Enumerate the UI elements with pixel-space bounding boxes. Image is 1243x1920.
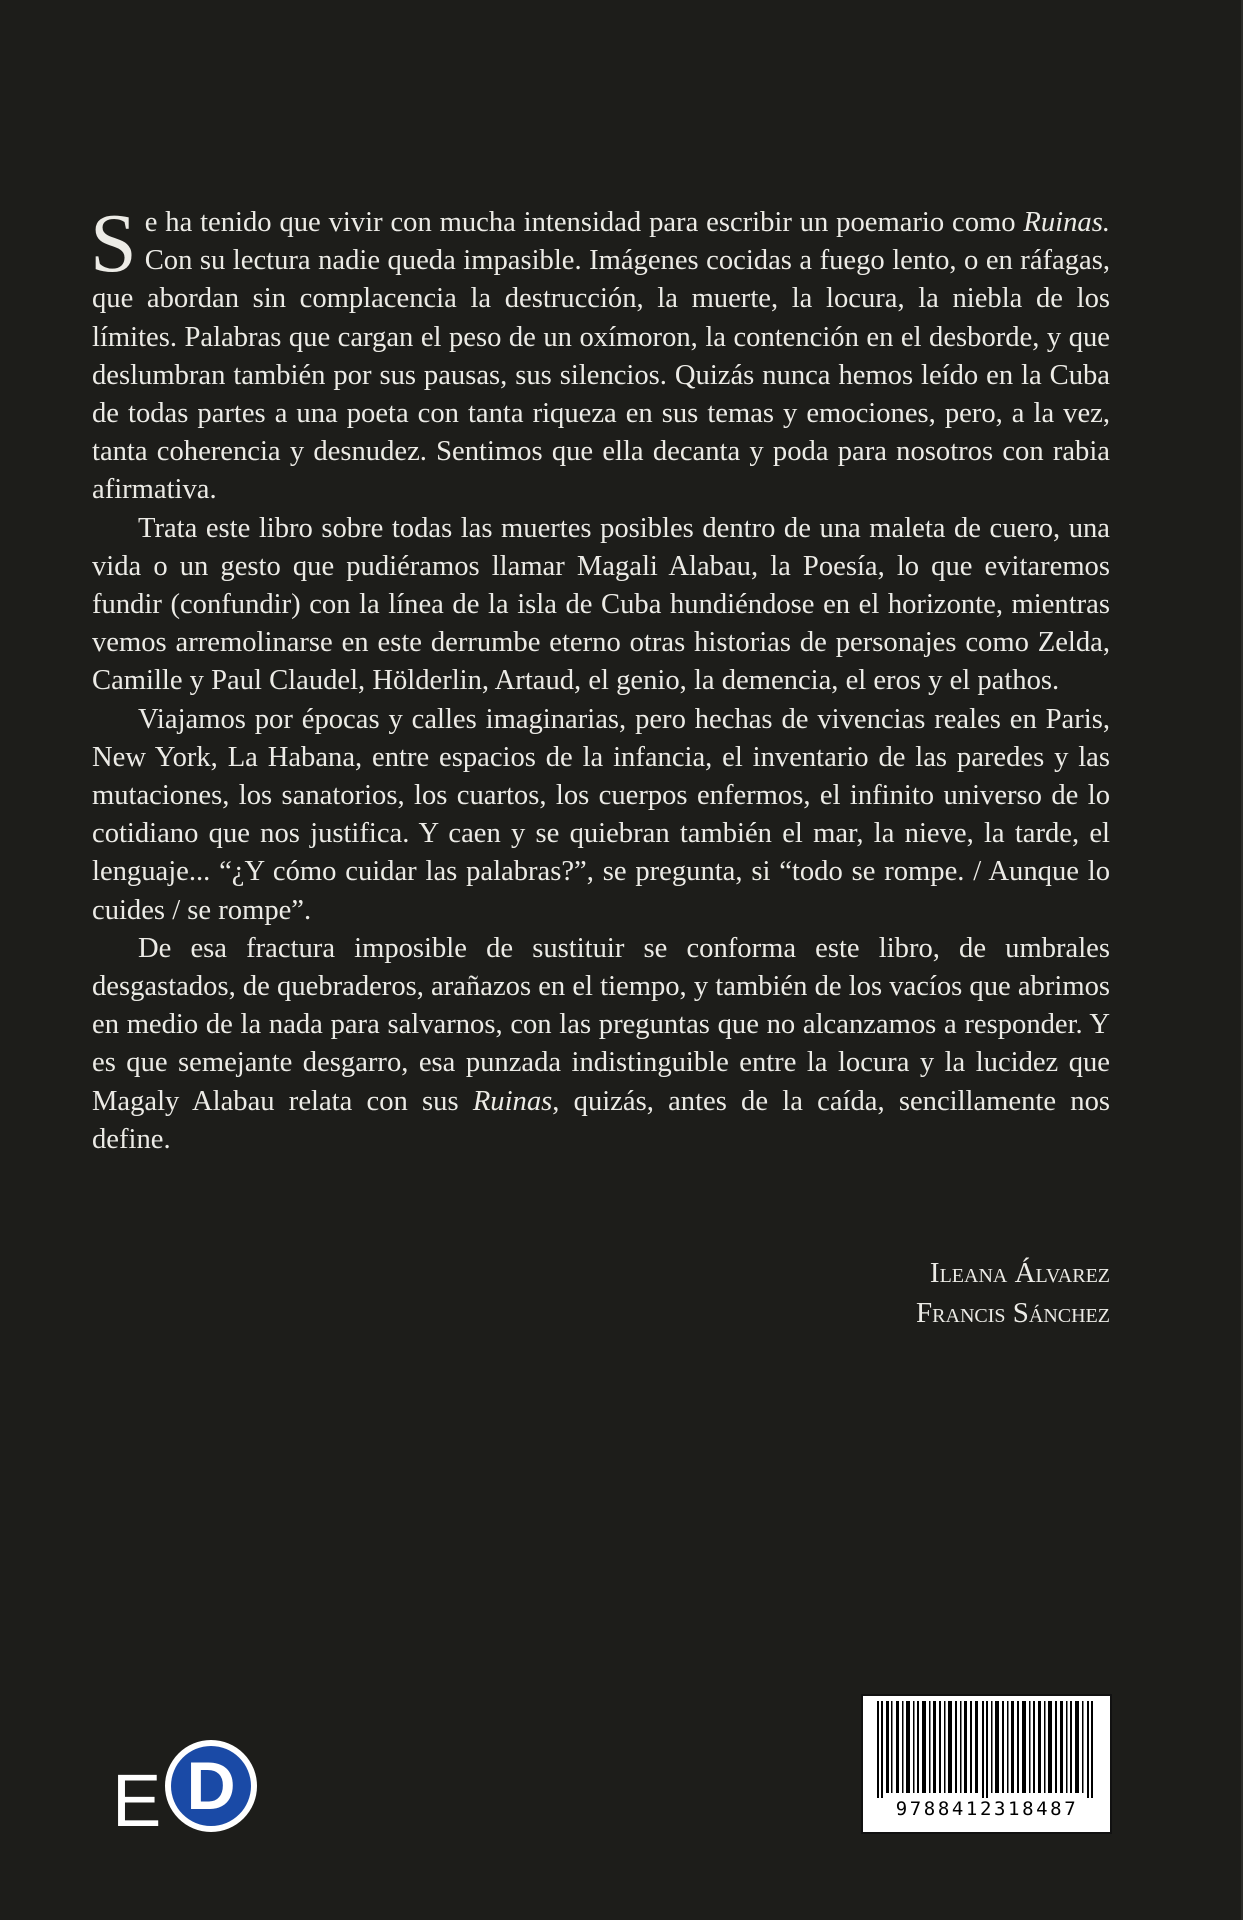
isbn-number: 9788412318487 [867,1798,1107,1820]
logo-letter-e: E [112,1759,162,1842]
publisher-logo [108,1736,258,1842]
book-title-italic: Ruinas. [1023,207,1110,238]
logo-circle-icon [165,1740,257,1832]
drop-cap: S [90,197,137,290]
paragraph-3: Viajamos por épocas y calles imaginarias, pero hechas de vivencias reales en Paris, New York, La Habana, entre espacios de la infancia, el inventario de las paredes y las mutaciones, los sanatorios, los cuartos, los cuerpos enfermos, el infinito universo de lo cotidiano que nos justifica. Y caen y se quiebran también el mar, la nieve, la tarde, el lenguaje... “¿Y cómo cuidar las palabras?”, se pregunta, si “todo se rompe. / Aunque lo cuides / se rompe”. [92,703,1110,926]
barcode-bars-icon [869,1701,1105,1801]
paragraph-2: Trata este libro sobre todas las muertes posibles dentro de una maleta de cuero, una vida o un gesto que pudiéramos llamar Magali Alabau, la Poesía, lo que evitaremos fundir (confundir) con la línea de la isla de Cuba hundiéndose en el horizonte, mientras vemos arremolinarse en este derrumbe eterno otras historias de personajes como Zelda, Camille y Paul Claudel, Hölderlin, Artaud, el genio, la demencia, el eros y el pathos. [92,512,1110,697]
signature-1: Ileana Álvarez [929,1257,1110,1289]
signatures [916,1253,1110,1333]
logo-inner-circle [171,1746,251,1826]
paragraph-1-start: e ha tenido que vivir con mucha intensidad para escribir un poemario como [144,207,1024,238]
signature-2: Francis Sánchez [916,1297,1110,1329]
paragraph-1-rest: Con su lectura nadie queda impasible. Imágenes cocidas a fuego lento, o en ráfagas, que abordan sin complacencia la destrucción, la muerte, la locura, la niebla de los límites. Palabras que cargan el peso de un oxímoron, la contención en el desborde, y que deslumbran también por sus pausas, sus silencios. Quizás nunca hemos leído en la Cuba de todas partes a una poeta con tanta riqueza en sus temas y emociones, pero, a la vez, tanta coherencia y desnudez. Sentimos que ella decanta y poda para nosotros con rabia afirmativa. [92,245,1110,506]
book-title-italic-2: Ruinas [472,1085,553,1117]
isbn-barcode [861,1694,1112,1834]
paragraph-4-rest: , quizás, antes de la caída, sencillamente nos define. [92,1085,1110,1155]
paragraph-1 [90,197,1110,510]
paragraph-4-start: De esa fractura imposible de sustituir se conforma este libro, de umbrales desgastados, de quebraderos, arañazos en el tiempo, y también de los vacíos que abrimos en medio de la nada para salvarnos, con las preguntas que no alcanzamos a responder. Y es que semejante desgarro, esa punzada indistinguible entre la locura y la lucidez que Magaly Alabau relata con sus [92,932,1110,1117]
logo-letter-d: D [186,1748,236,1824]
paragraph-4 [92,930,1110,1159]
blurb-text [90,197,1110,1159]
